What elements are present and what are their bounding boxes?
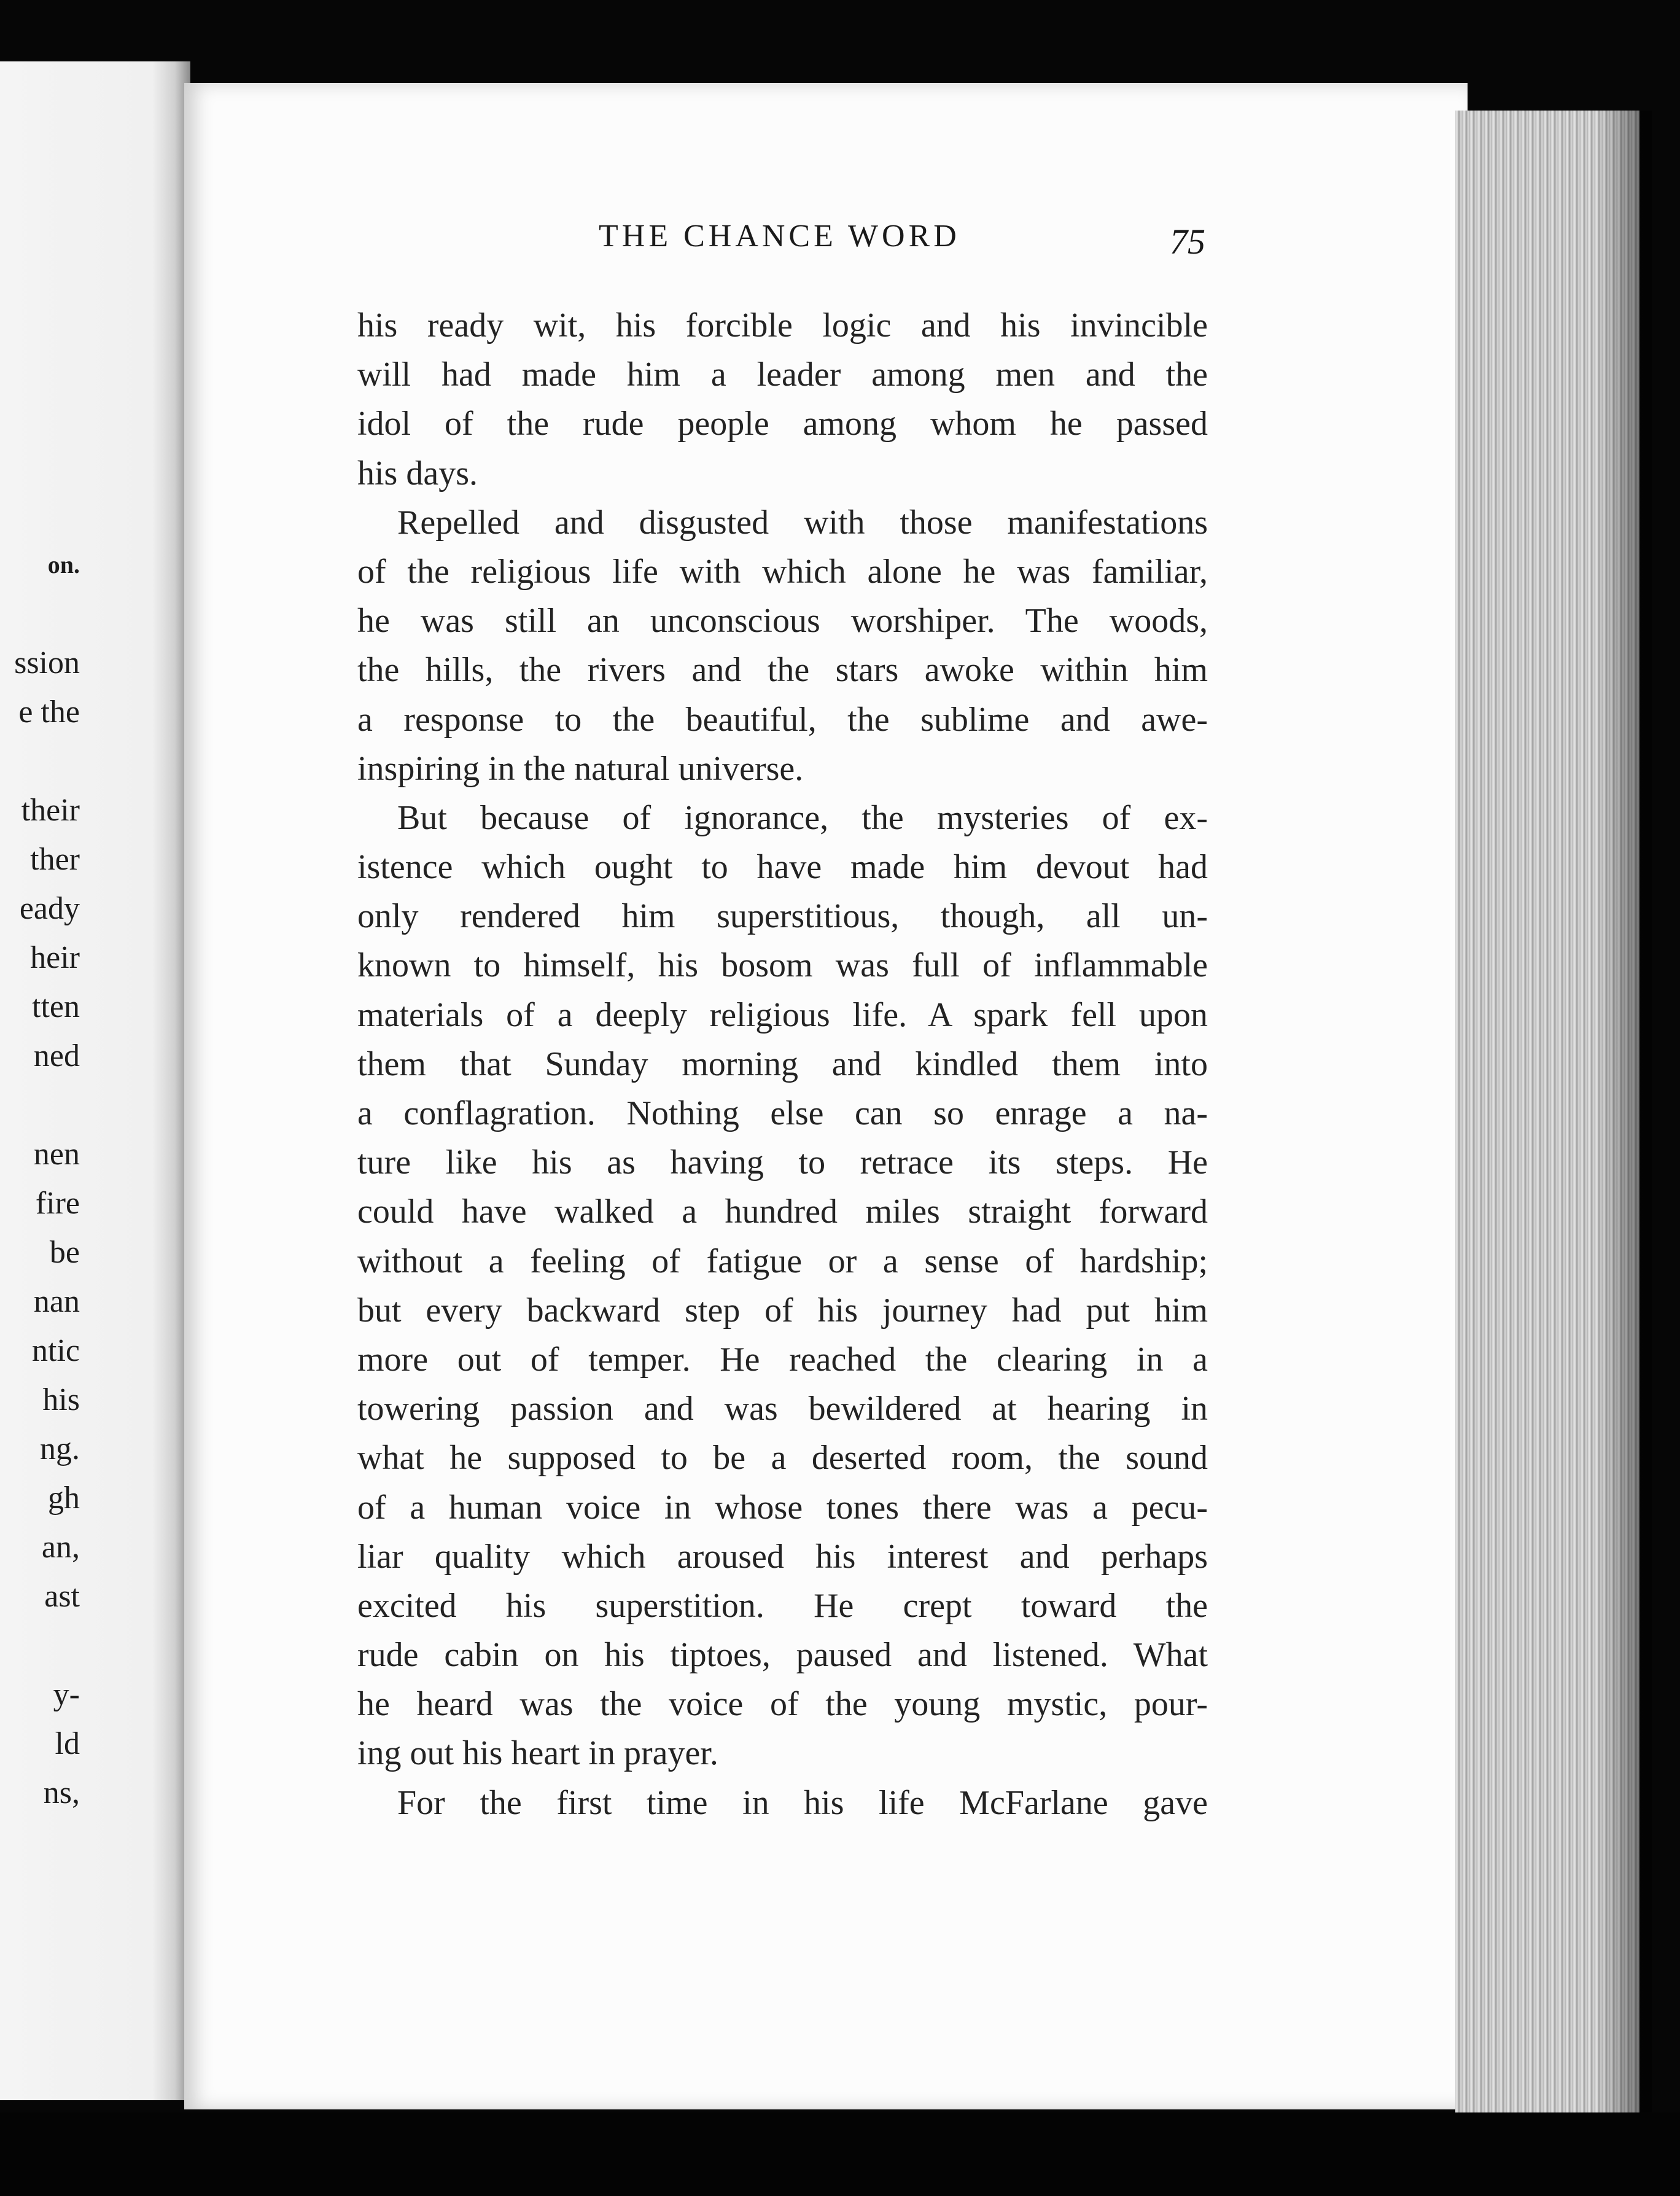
left-fragment: y- xyxy=(53,1677,80,1712)
text-line: a response to the beautiful, the sublime and awe- xyxy=(357,700,1208,739)
page-edge-shadow xyxy=(1596,111,1652,2119)
text-line: he heard was the voice of the young mystic, pour- xyxy=(357,1685,1208,1724)
text-line: rude cabin on his tiptoes, paused and listened. What xyxy=(357,1636,1208,1675)
left-fragment: his xyxy=(42,1382,80,1417)
left-fragment: e the xyxy=(18,695,80,730)
text-line: his days. xyxy=(357,454,478,493)
left-page-text xyxy=(0,540,80,1818)
left-fragment xyxy=(0,1081,80,1130)
text-line: For the first time in his life McFarlane gave xyxy=(397,1783,1208,1822)
text-line: of the religious life with which alone he was familiar, xyxy=(357,552,1208,591)
text-line: what he supposed to be a deserted room, the sound xyxy=(357,1439,1208,1478)
left-fragment: ther xyxy=(30,842,80,877)
text-line: known to himself, his bosom was full of inflammable xyxy=(357,946,1208,985)
text-line: excited his superstition. He crept toward the xyxy=(357,1586,1208,1625)
left-page-fragment xyxy=(0,61,190,2100)
text-line: istence which ought to have made him devout had xyxy=(357,848,1208,887)
text-line: a conflagration. Nothing else can so enrage a na- xyxy=(357,1094,1208,1132)
text-line: liar quality which aroused his interest and perhaps xyxy=(357,1537,1208,1576)
left-fragment: be xyxy=(49,1235,80,1270)
page-number: 75 xyxy=(1170,222,1205,262)
left-fragment xyxy=(0,1621,80,1670)
text-line: ing out his heart in prayer. xyxy=(357,1734,718,1773)
body-text xyxy=(357,301,1208,1828)
left-fragment: an, xyxy=(41,1530,80,1565)
scan-bottom-border xyxy=(0,2112,1680,2196)
text-line: materials of a deeply religious life. A spark fell upon xyxy=(357,995,1208,1034)
text-line: without a feeling of fatigue or a sense of hardship; xyxy=(357,1242,1208,1280)
text-line: will had made him a leader among men and the xyxy=(357,356,1208,394)
left-fragment: ast xyxy=(44,1579,80,1614)
left-fragment: eady xyxy=(19,891,80,926)
running-head-title: THE CHANCE WORD xyxy=(599,219,960,254)
left-fragment: ssion xyxy=(14,645,80,680)
text-line: more out of temper. He reached the clearing in a xyxy=(357,1340,1208,1379)
left-fragment: ns, xyxy=(43,1775,80,1810)
text-line: his ready wit, his forcible logic and his invincible xyxy=(357,306,1208,345)
text-line: Repelled and disgusted with those manifestations xyxy=(397,503,1208,542)
left-fragment: heir xyxy=(30,940,80,975)
left-fragment: gh xyxy=(48,1481,80,1516)
left-fragment: tten xyxy=(32,989,80,1024)
left-fragment xyxy=(0,737,80,786)
left-fragment: fire xyxy=(35,1186,80,1221)
text-line: only rendered him superstitious, though, all un- xyxy=(357,897,1208,936)
left-fragment: nen xyxy=(33,1137,80,1172)
text-line: ture like his as having to retrace its steps. He xyxy=(357,1143,1208,1182)
text-line: them that Sunday morning and kindled them into xyxy=(357,1045,1208,1083)
text-line: could have walked a hundred miles straight forward xyxy=(357,1193,1208,1231)
left-fragment: ntic xyxy=(32,1333,80,1368)
left-fragment xyxy=(0,590,80,639)
text-line: he was still an unconscious worshiper. The woods, xyxy=(357,602,1208,640)
text-line: of a human voice in whose tones there was a pecu- xyxy=(357,1488,1208,1527)
text-line: But because of ignorance, the mysteries of ex- xyxy=(397,798,1208,837)
left-fragment: nan xyxy=(33,1284,80,1319)
left-fragment: on. xyxy=(47,551,80,578)
text-line: towering passion and was bewildered at hearing in xyxy=(357,1390,1208,1428)
text-line: idol of the rude people among whom he passed xyxy=(357,405,1208,443)
left-fragment: their xyxy=(21,793,80,828)
left-fragment: ng. xyxy=(40,1431,80,1466)
left-fragment: ned xyxy=(33,1038,80,1073)
text-line: the hills, the rivers and the stars awoke within him xyxy=(357,651,1208,690)
text-line: but every backward step of his journey had put him xyxy=(357,1291,1208,1330)
left-fragment: ld xyxy=(55,1726,80,1761)
text-line: inspiring in the natural universe. xyxy=(357,749,804,788)
